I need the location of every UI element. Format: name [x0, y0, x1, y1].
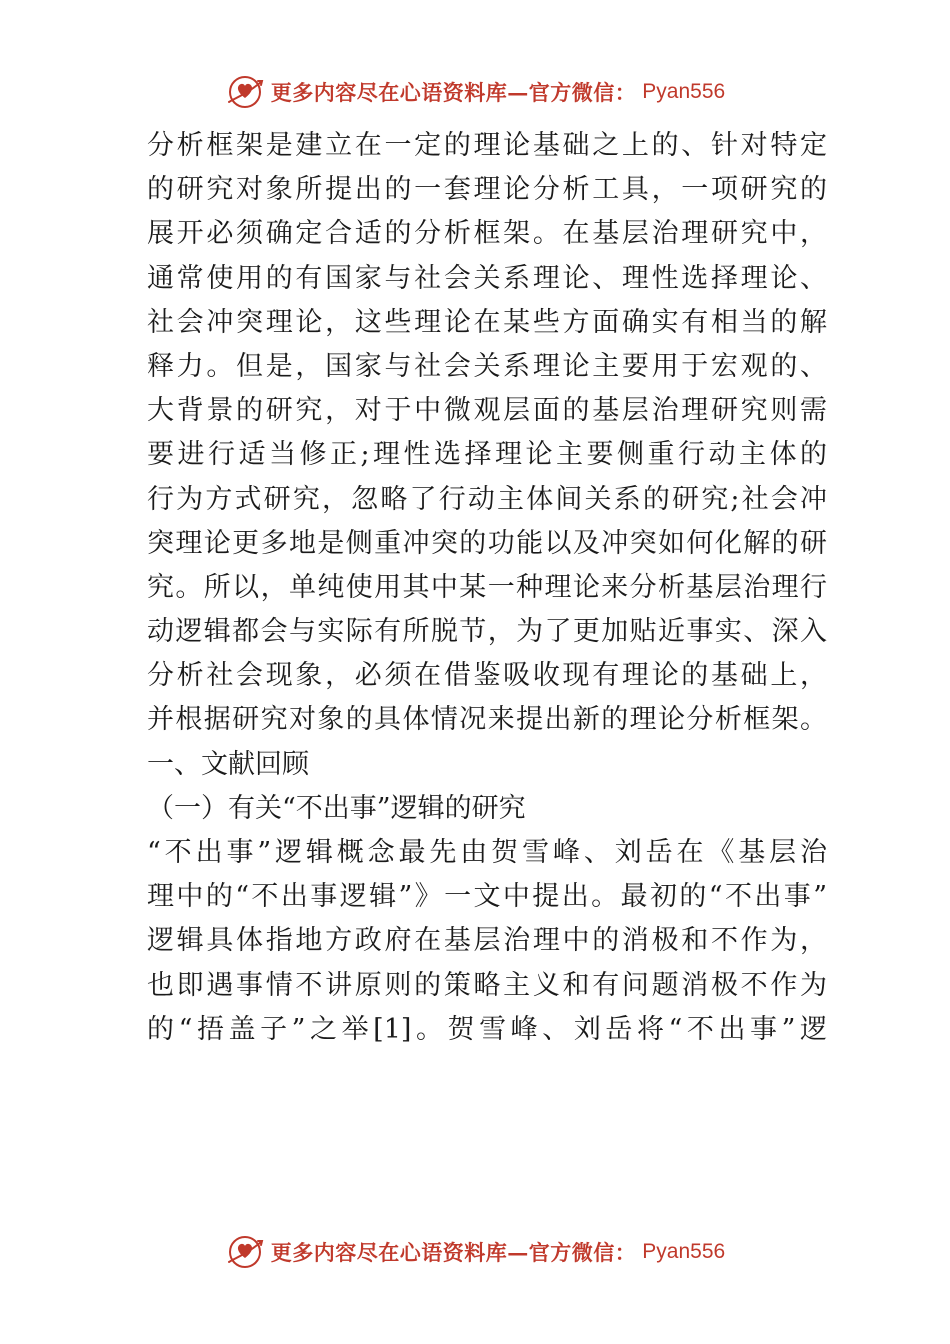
text-line: 行为方式研究，忽略了行动主体间关系的研究;社会冲 — [147, 483, 827, 515]
header-watermark-banner — [0, 70, 950, 114]
text-line: 社会冲突理论，这些理论在某些方面确实有相当的解 — [147, 306, 827, 338]
footer-banner-content — [225, 1232, 725, 1272]
text-line: 的研究对象所提出的一套理论分析工具，一项研究的 — [147, 174, 827, 206]
text-line: 理中的“不出事逻辑”》一文中提出。最初的“不出事” — [147, 881, 827, 913]
text-line: 释力。但是，国家与社会关系理论主要用于宏观的、 — [147, 350, 827, 382]
text-line: 也即遇事情不讲原则的策略主义和有问题消极不作为 — [147, 969, 827, 1001]
text-line: 通常使用的有国家与社会关系理论、理性选择理论、 — [147, 262, 827, 294]
footer-watermark-banner — [0, 1230, 950, 1274]
text-line: 逻辑具体指地方政府在基层治理中的消极和不作为， — [147, 925, 827, 957]
text-line: 分析社会现象，必须在借鉴吸收现有理论的基础上， — [147, 660, 827, 692]
brand-logo-icon — [225, 1232, 265, 1272]
text-line: “不出事”逻辑概念最先由贺雪峰、刘岳在《基层治 — [147, 837, 827, 868]
text-line: 分析框架是建立在一定的理论基础之上的、针对特定 — [147, 130, 827, 161]
text-line: 展开必须确定合适的分析框架。在基层治理研究中， — [147, 218, 827, 250]
text-line: 突理论更多地是侧重冲突的功能以及冲突如何化解的研 — [147, 527, 827, 559]
text-line: 要进行适当修正;理性选择理论主要侧重行动主体的 — [147, 439, 827, 471]
text-line: 大背景的研究，对于中微观层面的基层治理研究则需 — [147, 395, 827, 427]
subsection-heading: （一）有关“不出事”逻辑的研究 — [147, 792, 526, 824]
text-line: 究。所以，单纯使用其中某一种理论来分析基层治理行 — [147, 571, 827, 603]
header-banner-wechat-id: Pyan556 — [642, 80, 726, 103]
header-banner-text: 更多内容尽在心语资料库—官方微信： — [270, 80, 637, 105]
section-heading: 一、文献回顾 — [147, 748, 309, 780]
brand-logo-icon — [225, 72, 265, 112]
text-line: 的“捂盖子”之举[1]。贺雪峰、刘岳将“不出事”逻 — [147, 1013, 827, 1045]
footer-banner-text: 更多内容尽在心语资料库—官方微信： — [270, 1240, 637, 1265]
document-body — [147, 124, 827, 1052]
header-banner-content — [225, 72, 725, 112]
text-line: 动逻辑都会与实际有所脱节，为了更加贴近事实、深入 — [147, 616, 827, 648]
text-line: 并根据研究对象的具体情况来提出新的理论分析框架。 — [147, 704, 827, 736]
footer-banner-wechat-id: Pyan556 — [642, 1240, 726, 1263]
